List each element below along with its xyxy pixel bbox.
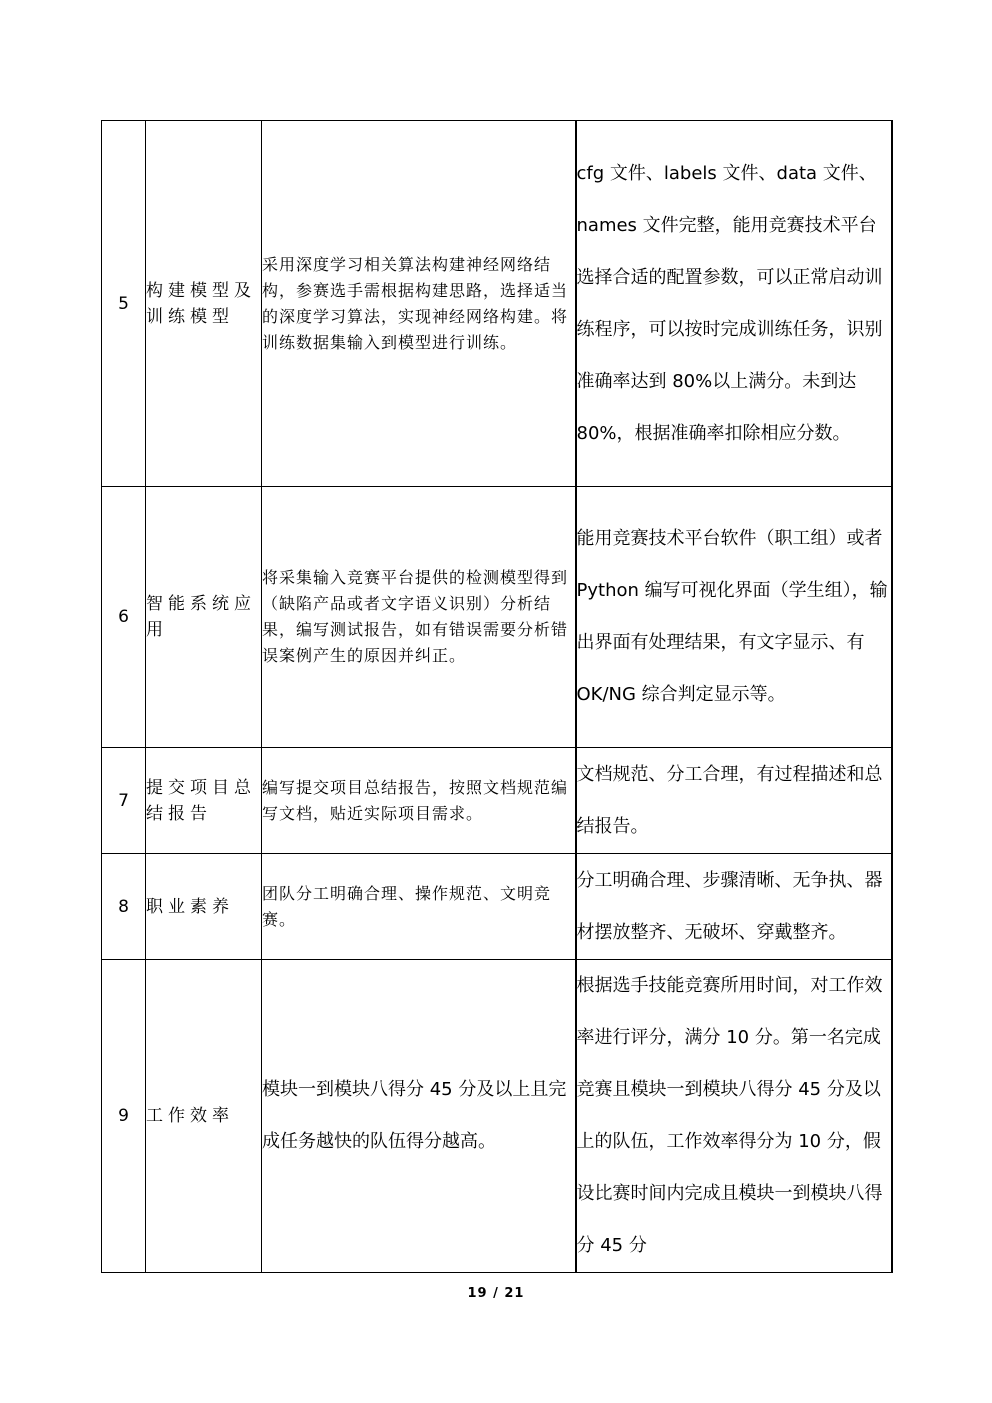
scoring-standard: cfg 文件、labels 文件、data 文件、names 文件完整，能用竞赛技术平台选择合适的配置参数，可以正常启动训练程序，可以按时完成训练任务，识别准确率达到 80%以上满分。未到达 80%，根据准确率扣除相应分数。 [576, 121, 892, 487]
table-row [102, 121, 892, 487]
row-number: 8 [102, 854, 146, 960]
item-name: 提交项目总结报告 [146, 748, 262, 854]
item-name: 工作效率 [146, 960, 262, 1273]
table-row [102, 854, 892, 960]
item-content: 模块一到模块八得分 45 分及以上且完成任务越快的队伍得分越高。 [262, 960, 576, 1273]
table-row [102, 960, 892, 1273]
item-content: 编写提交项目总结报告，按照文档规范编写文档，贴近实际项目需求。 [262, 748, 576, 854]
row-number: 9 [102, 960, 146, 1273]
table-row [102, 748, 892, 854]
row-number: 7 [102, 748, 146, 854]
scoring-criteria-table [101, 120, 893, 1273]
scoring-standard: 分工明确合理、步骤清晰、无争执、器材摆放整齐、无破坏、穿戴整齐。 [576, 854, 892, 960]
page-number: 19 / 21 [467, 1286, 525, 1301]
scoring-standard: 能用竞赛技术平台软件（职工组）或者 Python 编写可视化界面（学生组），输出界面有处理结果，有文字显示、有 OK/NG 综合判定显示等。 [576, 487, 892, 748]
item-name: 职业素养 [146, 854, 262, 960]
item-content: 团队分工明确合理、操作规范、文明竞赛。 [262, 854, 576, 960]
row-number: 5 [102, 121, 146, 487]
row-number: 6 [102, 487, 146, 748]
scoring-standard: 文档规范、分工合理，有过程描述和总结报告。 [576, 748, 892, 854]
item-content: 将采集输入竞赛平台提供的检测模型得到（缺陷产品或者文字语义识别）分析结果，编写测试报告，如有错误需要分析错误案例产生的原因并纠正。 [262, 487, 576, 748]
table-row [102, 487, 892, 748]
item-name: 智能系统应用 [146, 487, 262, 748]
item-content: 采用深度学习相关算法构建神经网络结构，参赛选手需根据构建思路，选择适当的深度学习算法，实现神经网络构建。将训练数据集输入到模型进行训练。 [262, 121, 576, 487]
scoring-standard: 根据选手技能竞赛所用时间，对工作效率进行评分，满分 10 分。第一名完成竞赛且模块一到模块八得分 45 分及以上的队伍，工作效率得分为 10 分，假设比赛时间内完成且模块一到模块八得分 45 分 [576, 960, 892, 1273]
item-name: 构建模型及训练模型 [146, 121, 262, 487]
